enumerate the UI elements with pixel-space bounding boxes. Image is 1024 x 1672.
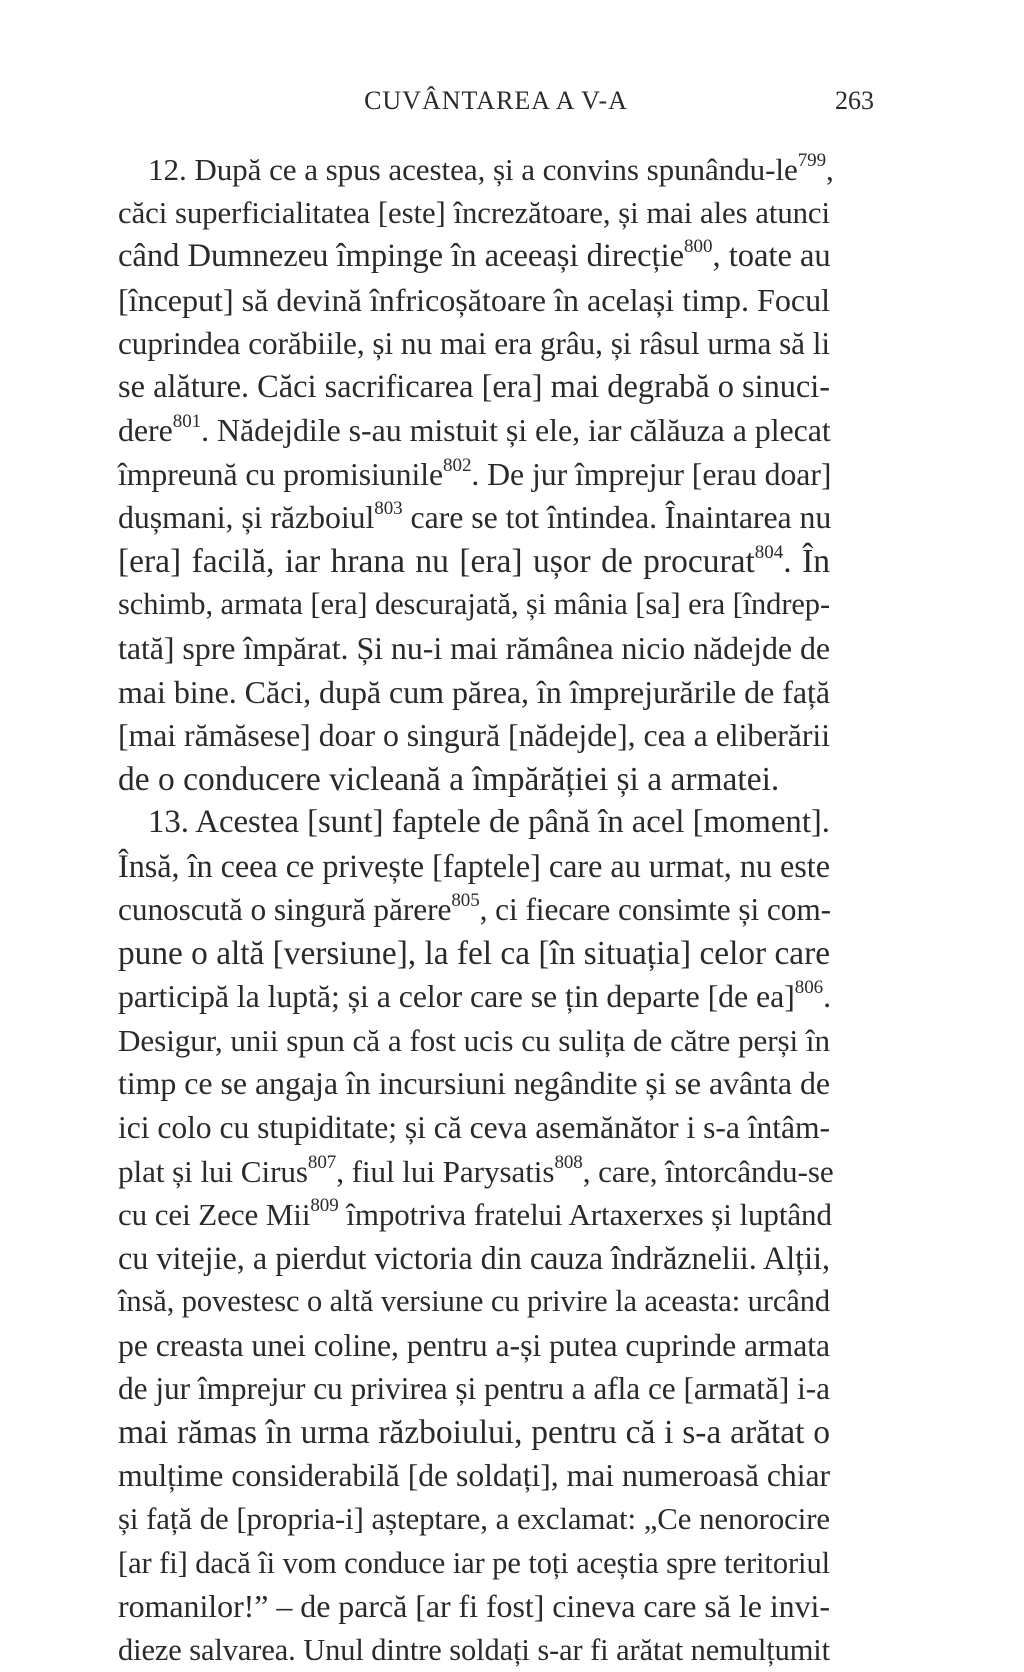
text-line: plat și lui Cirus$^{807}$, fiul lui Parysatis$^{808}$, care, întorcându-se: [118, 1151, 834, 1189]
text-line: pune o altă [versiune], la fel ca [în situația] celor care: [118, 934, 830, 972]
text-line: dieze salvarea. Unul dintre soldați s-ar fi arătat nemulțumit: [118, 1632, 830, 1667]
text-line: mulțime considerabilă [de soldați], mai numeroasă chiar: [118, 1458, 830, 1494]
text-line: de o conducere vicleană a împărăției și a armatei.: [118, 760, 780, 798]
text-line: Desigur, unii spun că a fost ucis cu sulița de către perși în: [118, 1022, 830, 1058]
text-line: se alăture. Căci sacrificarea [era] mai degrabă o sinuci-: [118, 368, 830, 405]
text-line: împreună cu promisiunile$^{802}$. De jur împrejur [erau doar]: [118, 454, 832, 492]
text-line: ici colo cu stupiditate; și că ceva asemănător i s-a întâm-: [118, 1110, 830, 1146]
text-line: și față de [propria-i] așteptare, a exclamat: „Ce nenorocire: [118, 1501, 830, 1536]
text-line: 12. După ce a spus acestea, și a convins spunându-$le^{799}$,: [148, 150, 834, 187]
text-line: dere$^{801}$. Nădejdile s-au mistuit și ele, iar călăuza a plecat: [118, 411, 831, 449]
text-line: pe creasta unei coline, pentru a-și putea cuprinde armata: [118, 1327, 831, 1363]
text-line: mai bine. Căci, după cum părea, în împrejurările de față: [118, 673, 830, 710]
text-line: cu cei Zece Mii$^{809}$ împotriva fratelui Artaxerxes și luptând: [118, 1195, 832, 1233]
footnote-ref-803: 803: [374, 498, 403, 520]
running-header: [118, 86, 874, 126]
footnote-ref-807: 807: [307, 1151, 337, 1173]
text-line: schimb, armata [era] descurajată, și mânia [sa] era [îndrep-: [118, 587, 830, 622]
footnote-ref-799: 799: [797, 150, 827, 171]
text-line: participă la luptă; și a celor care se țin departe [de ea]$^{806}$.: [118, 977, 832, 1015]
text-line: tată] spre împărat. Și nu-i mai rămânea nicio nădejde de: [118, 631, 830, 667]
text-line: Însă, în ceea ce privește [faptele] care au urmat, nu este: [118, 847, 830, 884]
text-line: cunoscută o singură părere$^{805}$, ci fiecare consimte și com-: [118, 890, 832, 928]
footnote-ref-808: 808: [554, 1151, 583, 1173]
footnote-ref-801: 801: [172, 411, 202, 433]
text-line: [mai rămăsese] doar o singură [nădejde], cea a eliberării: [118, 718, 830, 754]
text-line: 13. Acestea [sunt] faptele de până în acel [moment].: [148, 804, 830, 841]
text-line: când Dumnezeu împinge în aceeași direcție$^{800}$, toate au: [118, 236, 831, 275]
text-line: [început] să devină înfricoșătoare în același timp. Focul: [118, 281, 830, 318]
footnote-ref-800: 800: [684, 236, 713, 258]
running-title: CUVÂNTAREA A V-A: [364, 86, 628, 115]
text-line: însă, povestesc o altă versiune cu privire la aceasta: urcând: [118, 1284, 830, 1319]
text-line: [era] facilă, iar hrana nu [era] ușor de procurat$^{804}$. În: [118, 541, 830, 580]
page-number: 263: [835, 86, 874, 115]
text-line: cu vitejie, a pierdut victoria din cauza îndrăznelii. Alții,: [118, 1239, 830, 1276]
footnote-ref-805: 805: [451, 890, 480, 912]
text-line: cuprindea corăbiile, și nu mai era grâu, și râsul urma să li: [118, 326, 830, 362]
footnote-ref-804: 804: [754, 541, 784, 563]
text-line: [ar fi] dacă îi vom conduce iar pe toți aceștia spre teritoriul: [118, 1545, 830, 1580]
footnote-ref-806: 806: [794, 977, 824, 999]
footnote-ref-802: 802: [443, 454, 472, 476]
text-line: romanilor!” – de parcă [ar fi fost] cineva care să le invi-: [118, 1589, 830, 1625]
body-text: [118, 148, 834, 1672]
text-line: mai rămas în urma războiului, pentru că i s-a arătat o: [118, 1413, 830, 1451]
text-line: dușmani, și războiul$^{803}$ care se tot întindea. Înaintarea nu: [118, 498, 832, 536]
text-line: timp ce se angaja în incursiuni negândite și se avânta de: [118, 1066, 830, 1102]
text-line: căci superficialitatea [este] încrezătoare, și mai ales atunci: [118, 195, 830, 230]
footnote-ref-809: 809: [310, 1195, 339, 1217]
text-line: de jur împrejur cu privirea și pentru a afla ce [armată] i-a: [118, 1371, 830, 1407]
